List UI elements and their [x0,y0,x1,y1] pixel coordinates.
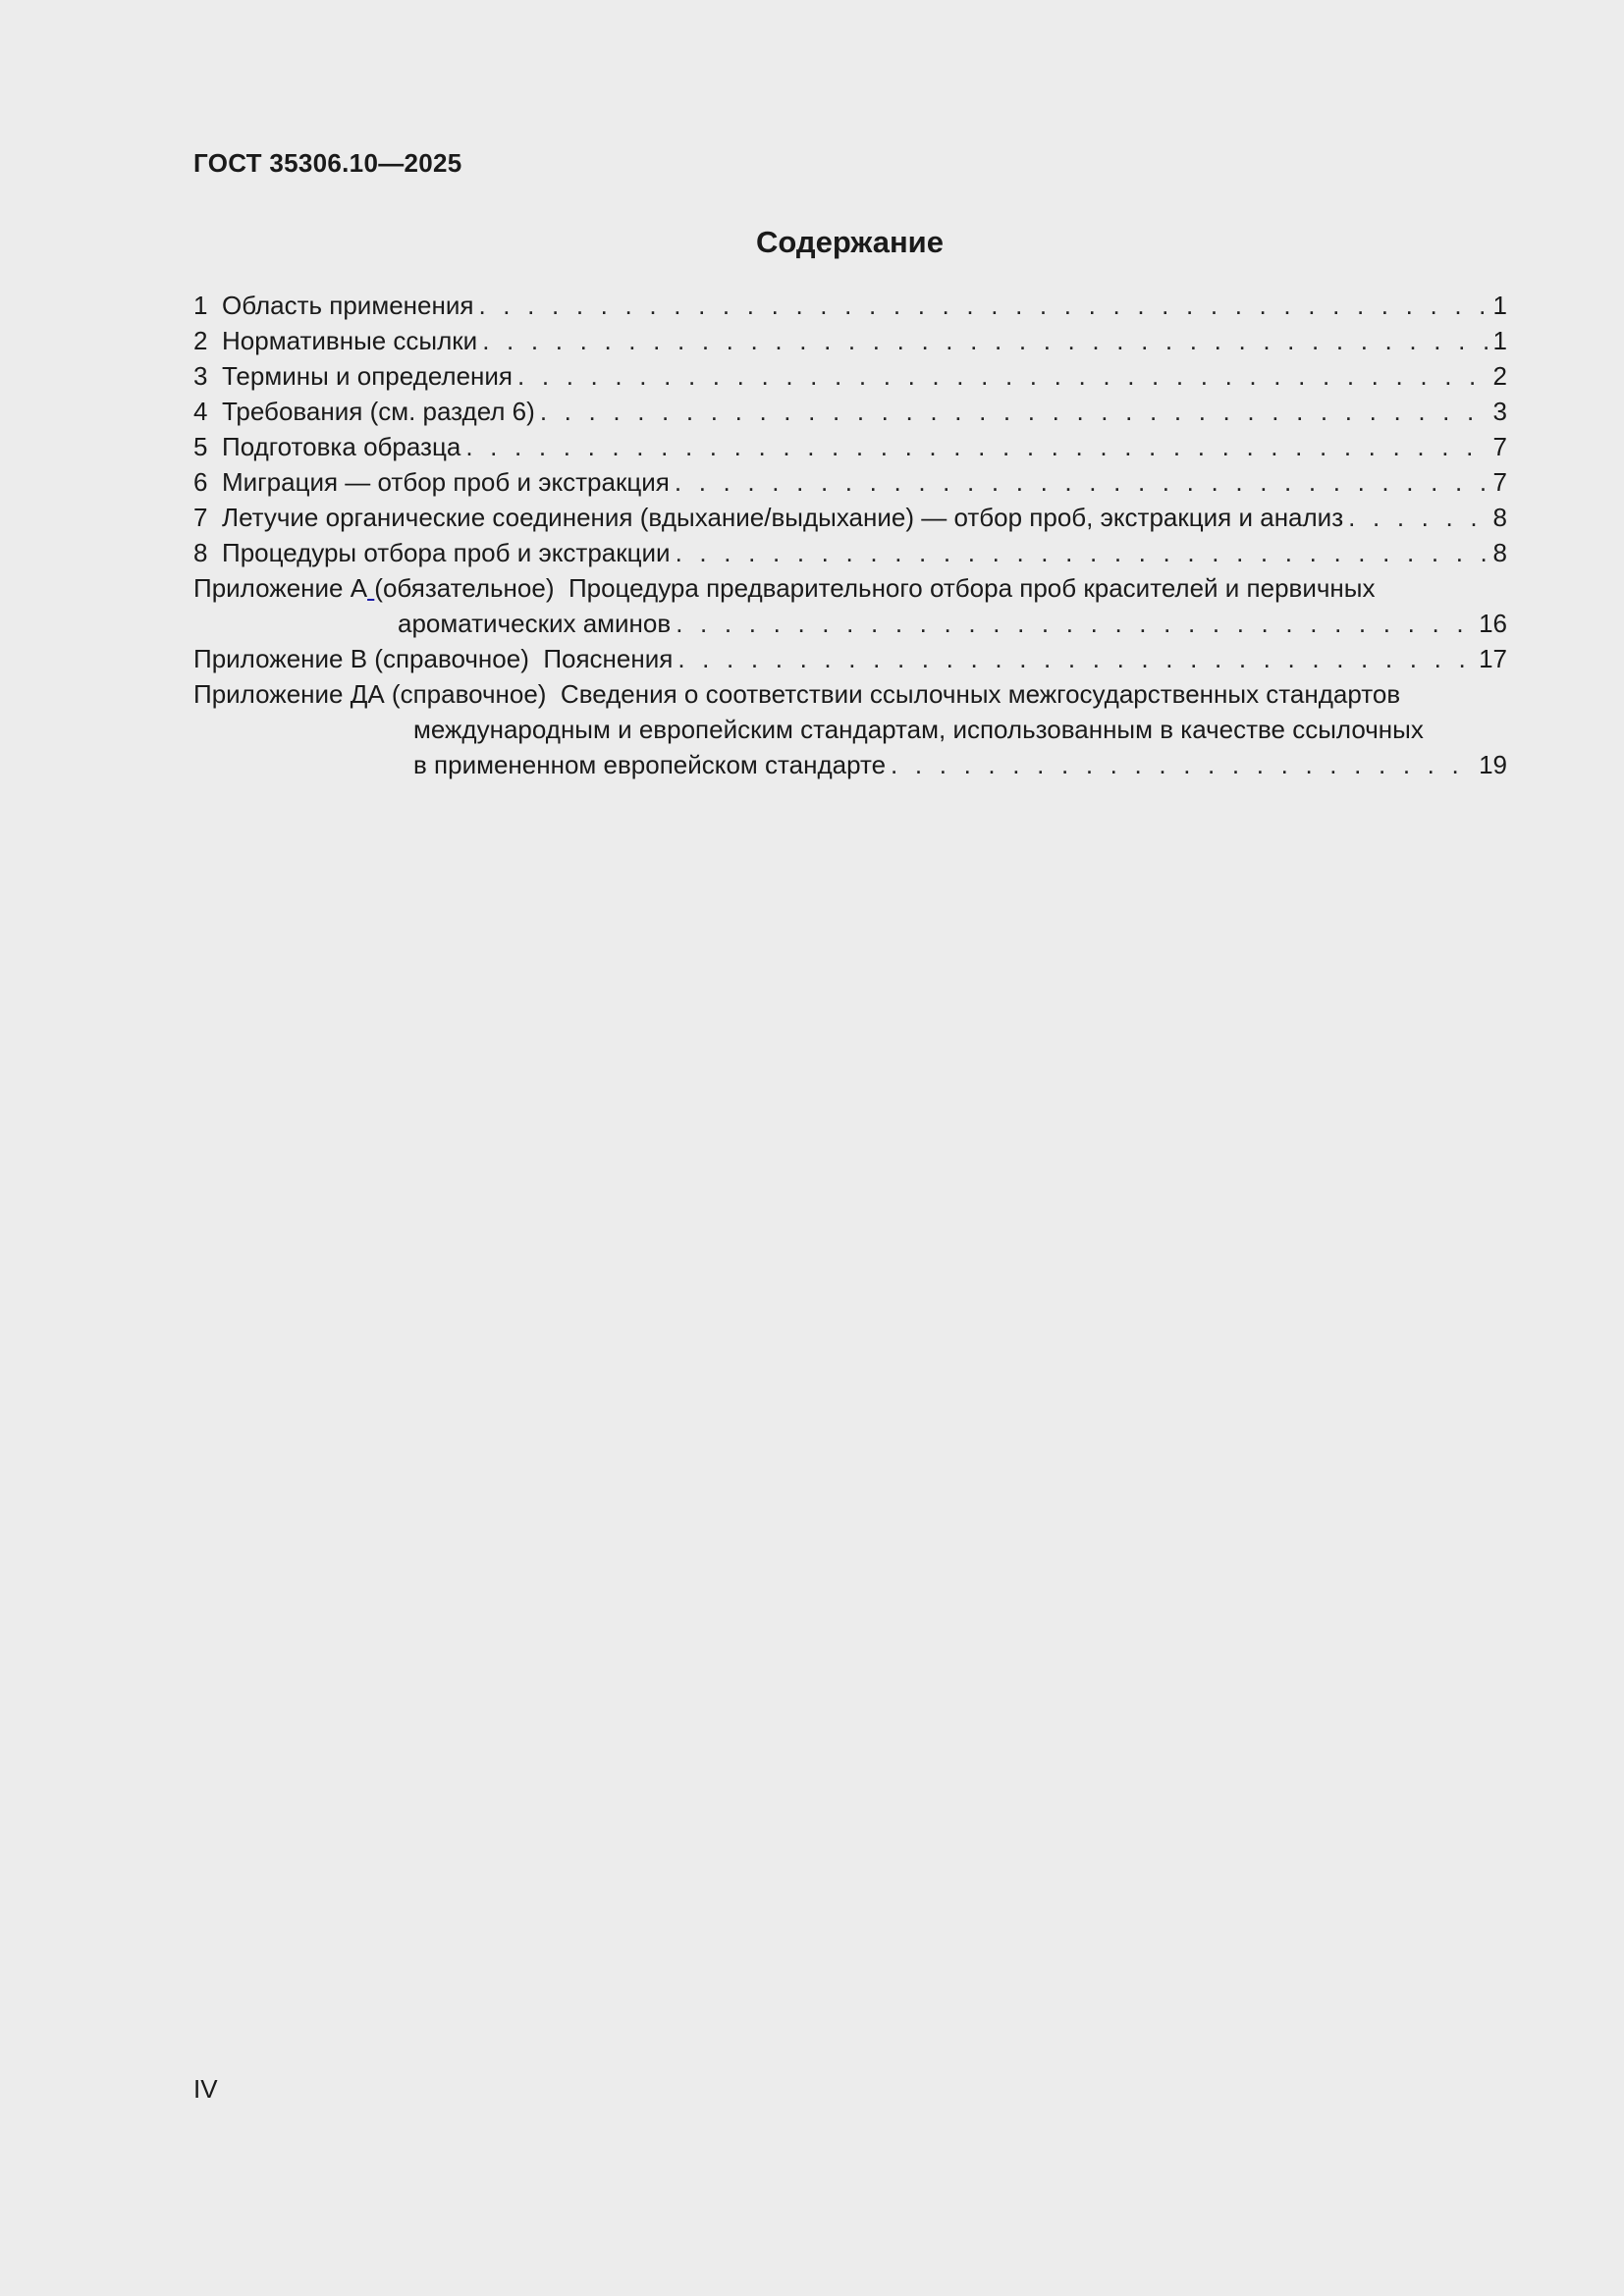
toc-title: Содержание [756,225,944,259]
document-code: ГОСТ 35306.10—2025 [193,148,462,178]
toc-entry-page: 8 [1492,503,1507,532]
toc-entry[interactable] [193,323,1507,358]
annex-kind: (справочное) [374,644,529,673]
dot-leader [886,747,1477,782]
toc-entry-page: 3 [1492,397,1507,426]
toc-entry-number: 1 [193,291,208,320]
toc-entry[interactable] [193,535,1507,570]
page-number: IV [193,2074,218,2104]
toc-entry-title: Процедуры отбора проб и экстракции [222,538,671,567]
annex-kind: (обязательное) [374,573,555,603]
annex-title-line: Процедура предварительного отбора проб красителей и первичных [568,573,1376,603]
toc-entry[interactable] [193,429,1507,464]
toc-entry-page: 2 [1492,361,1507,391]
toc-entry-page: 1 [1492,326,1507,355]
dot-leader [670,464,1491,500]
toc-entry-title: Область применения [222,291,474,320]
toc-entry-title: Нормативные ссылки [222,326,478,355]
toc-entry-page: 7 [1492,467,1507,497]
annex-title-line: в примененном европейском стандарте [413,750,887,779]
toc-entry-title: Летучие органические соединения (вдыхание/выдыхание) — отбор проб, экстракция и анализ [222,503,1344,532]
toc-entry-number: 7 [193,503,208,532]
toc-entry-number: 2 [193,326,208,355]
annex-title-line: Сведения о соответствии ссылочных межгосударственных стандартов [560,679,1401,709]
toc-entry-number: 6 [193,467,208,497]
toc-entry-title: Термины и определения [222,361,514,391]
toc-annex-entry[interactable] [193,641,1507,676]
toc-entry[interactable] [193,394,1507,429]
dot-leader [513,358,1491,394]
dot-leader [477,323,1490,358]
annex-label: Приложение В [193,644,368,673]
toc-entry-number: 3 [193,361,208,391]
toc-entry-page: 8 [1492,538,1507,567]
toc-entry[interactable] [193,358,1507,394]
toc-entry-title: Миграция — отбор проб и экстракция [222,467,670,497]
dot-leader [671,606,1477,641]
toc-entry-title: Подготовка образца [222,432,461,461]
toc-entry[interactable] [193,464,1507,500]
dot-leader [460,429,1490,464]
annex-title-line: международным и европейским стандартам, использованным в качестве ссылочных [413,715,1424,744]
toc-entry[interactable] [193,288,1507,323]
dot-leader [671,535,1491,570]
toc-annex-entry[interactable] [193,676,1507,782]
annex-page: 19 [1479,750,1507,779]
annex-title-line: ароматических аминов [398,609,672,638]
annex-label: Приложение А [193,573,368,603]
toc-entry-number: 5 [193,432,208,461]
dot-leader [535,394,1491,429]
toc-annex-entry[interactable] [193,570,1507,641]
toc-entry-number: 4 [193,397,208,426]
annex-label: Приложение ДА [193,679,385,709]
annex-page: 17 [1479,644,1507,673]
annex-page: 16 [1479,609,1507,638]
toc-entry-page: 7 [1492,432,1507,461]
annex-title-line: Пояснения [543,644,674,673]
table-of-contents [193,288,1507,782]
dot-leader [1343,500,1490,535]
toc-entry-title: Требования (см. раздел 6) [222,397,535,426]
toc-entry-page: 1 [1492,291,1507,320]
dot-leader [473,288,1490,323]
dot-leader [673,641,1477,676]
toc-entry[interactable] [193,500,1507,535]
toc-entry-number: 8 [193,538,208,567]
annex-kind: (справочное) [391,679,547,709]
